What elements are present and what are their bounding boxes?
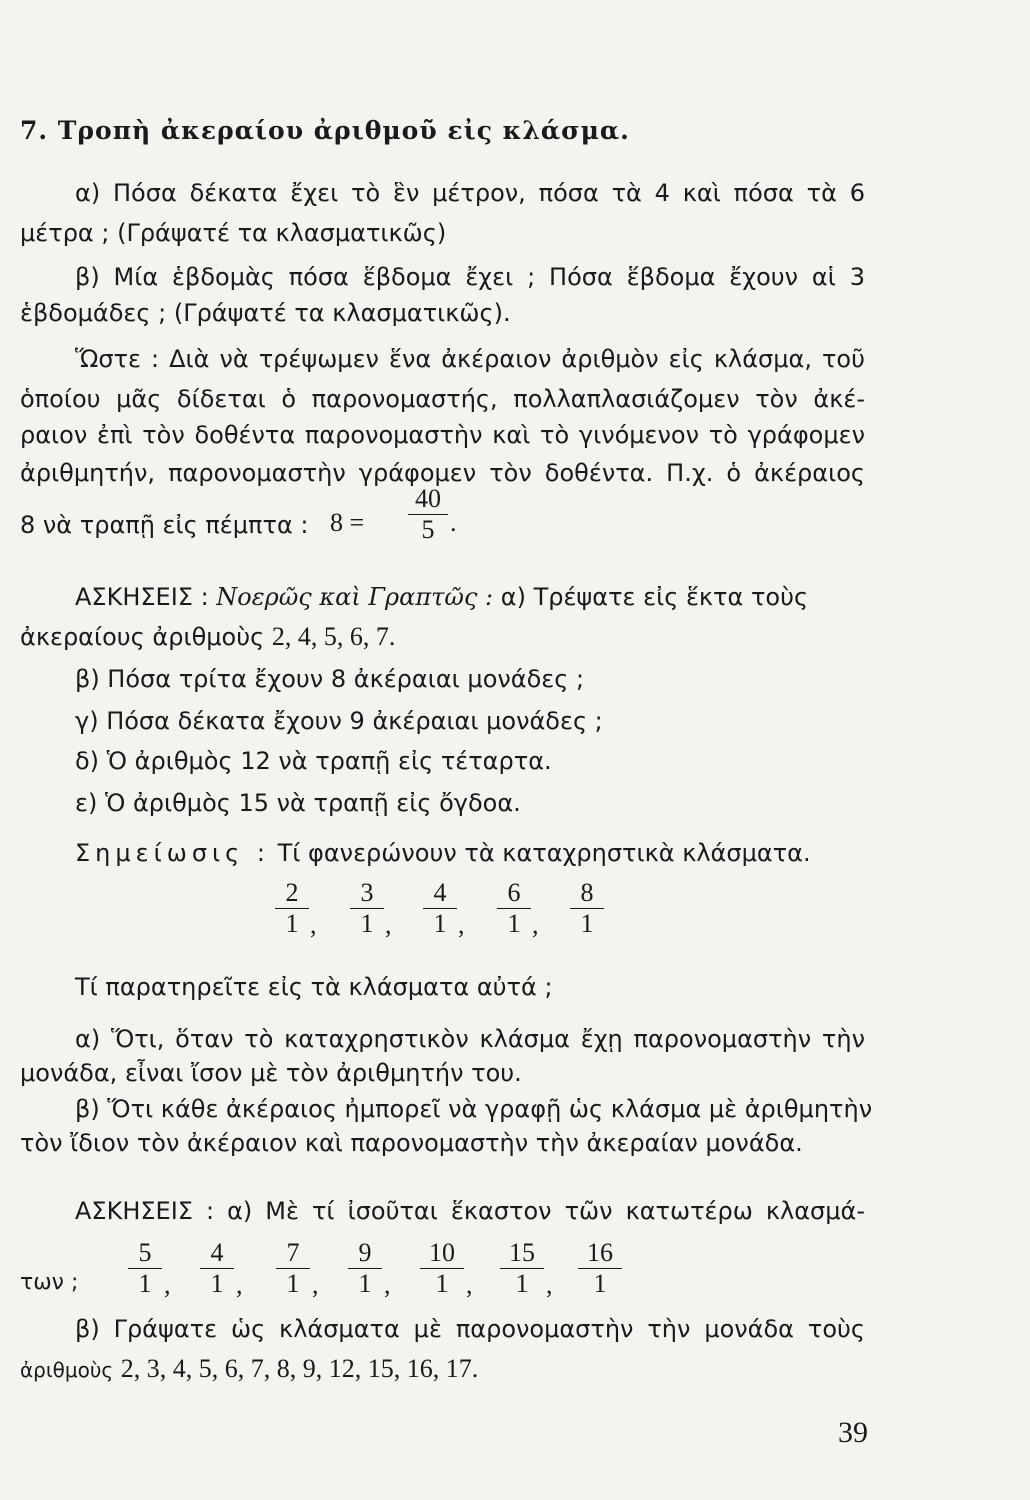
fraction-separator: ,	[532, 910, 539, 939]
fraction-denominator: 1	[507, 909, 521, 938]
fraction-denominator: 1	[435, 1269, 449, 1298]
exercises2-b-line2	[20, 1354, 865, 1385]
exercises1-d: δ) Ὁ ἀριθμὸς 12 νὰ τραπῇ εἰς τέταρτα.	[75, 747, 552, 775]
fraction-numerator: 2	[275, 878, 309, 909]
fraction-denominator: 1	[358, 1269, 372, 1298]
rule-line4: ἀριθμητήν, παρονομαστὴν γράφομεν τὸν δοθέντα. Π.χ. ὁ ἀκέραιος	[20, 459, 865, 487]
fraction-numerator: 15	[500, 1238, 544, 1269]
rule-line2: ὁποίου μᾶς δίδεται ὁ παρονομαστής, πολλαπλασιάζομεν τὸν ἀκέ-	[20, 385, 865, 413]
exercise-fraction	[578, 1238, 622, 1299]
exercise-fraction	[276, 1238, 310, 1299]
fraction-separator: ,	[546, 1270, 553, 1299]
note-fraction	[497, 878, 531, 939]
fraction-denominator: 1	[285, 909, 299, 938]
fraction-separator: ,	[310, 910, 317, 939]
fraction-numerator: 16	[578, 1238, 622, 1269]
fraction-denominator: 1	[138, 1269, 152, 1298]
note-fraction	[350, 878, 384, 939]
fraction-separator: ,	[236, 1270, 243, 1299]
rule-example-end: .	[450, 508, 457, 537]
note-a-line1: α) Ὅτι, ὅταν τὸ καταχρηστικὸν κλάσμα ἔχῃ παρονομαστὴν τὴν	[75, 1025, 865, 1053]
rule-example-fraction	[408, 484, 448, 545]
exercises1-b: β) Πόσα τρίτα ἔχουν 8 ἀκέραιαι μονάδες ;	[75, 665, 585, 693]
question-a-line1: α) Πόσα δέκατα ἔχει τὸ ἓν μέτρον, πόσα τὰ 4 καὶ πόσα τὰ 6	[75, 179, 865, 207]
exercises1-e: ε) Ὁ ἀριθμὸς 15 νὰ τραπῇ εἰς ὄγδοα.	[75, 789, 521, 817]
exercises1-a-line2-nums: 2, 4, 5, 6, 7.	[271, 622, 396, 651]
fraction-separator: ,	[466, 1270, 473, 1299]
note-fraction	[423, 878, 457, 939]
note-line	[75, 838, 865, 868]
fraction-numerator: 6	[497, 878, 531, 909]
fraction-separator: ,	[164, 1270, 171, 1299]
section-title: 7. Τροπὴ ἀκεραίου ἀριθμοῦ εἰς κλάσμα.	[20, 116, 630, 145]
fraction-denominator: 1	[580, 909, 594, 938]
exercises2-b-line2-text: ἀριθμοὺς	[20, 1358, 114, 1382]
rule-example-lhs: 8 =	[330, 508, 365, 537]
exercise-fraction	[420, 1238, 464, 1299]
fraction-denominator: 5	[421, 515, 435, 544]
exercises1-a-line1: α) Τρέψατε εἰς ἕκτα τοὺς	[500, 583, 809, 611]
exercise-fraction	[200, 1238, 234, 1299]
fraction-denominator: 1	[593, 1269, 607, 1298]
question-b-line1: β) Μία ἑβδομὰς πόσα ἕβδομα ἔχει ; Πόσα ἕβδομα ἔχουν αἱ 3	[75, 263, 865, 291]
fraction-numerator: 10	[420, 1238, 464, 1269]
fraction-denominator: 1	[210, 1269, 224, 1298]
fraction-separator: ,	[312, 1270, 319, 1299]
exercise-fraction	[128, 1238, 162, 1299]
rule-example-text: 8 νὰ τραπῇ εἰς πέμπτα :	[20, 511, 309, 539]
note-b-line2: τὸν ἴδιον τὸν ἀκέραιον καὶ παρονομαστὴν τὴν ἀκεραίαν μονάδα.	[20, 1129, 803, 1157]
exercises2-line1: ΑΣΚΗΣΕΙΣ : α) Μὲ τί ἰσοῦται ἕκαστον τῶν κατωτέρω κλασμά-	[75, 1197, 865, 1225]
question-b-line2: ἑβδομάδες ; (Γράψατέ τα κλασματικῶς).	[20, 299, 511, 327]
question-a-line2: μέτρα ; (Γράψατέ τα κλασματικῶς)	[20, 219, 447, 247]
fraction-numerator: 7	[276, 1238, 310, 1269]
exercise-fraction	[348, 1238, 382, 1299]
note-text: Τί φανερώνουν τὰ καταχρηστικὰ κλάσματα.	[277, 839, 811, 867]
exercises1-mode: Νοερῶς καὶ Γραπτῶς :	[216, 583, 494, 611]
fraction-numerator: 3	[350, 878, 384, 909]
fraction-numerator: 40	[408, 484, 448, 515]
exercises2-b-line1: β) Γράψατε ὡς κλάσματα μὲ παρονομαστὴν τὴν μονάδα τοὺς	[75, 1315, 865, 1343]
note-a-line2: μονάδα, εἶναι ἴσον μὲ τὸν ἀριθμητήν του.	[20, 1059, 522, 1087]
page-number: 39	[838, 1416, 868, 1449]
fraction-numerator: 4	[423, 878, 457, 909]
exercises1-a-line2	[20, 622, 865, 652]
fraction-separator: ,	[458, 910, 465, 939]
fraction-numerator: 5	[128, 1238, 162, 1269]
note-fraction	[275, 878, 309, 939]
fraction-numerator: 9	[348, 1238, 382, 1269]
fraction-separator: ,	[384, 1270, 391, 1299]
fraction-denominator: 1	[360, 909, 374, 938]
exercises2-b-line2-nums: 2, 3, 4, 5, 6, 7, 8, 9, 12, 15, 16, 17.	[120, 1354, 479, 1383]
rule-line3: ραιον ἐπὶ τὸν δοθέντα παρονομαστὴν καὶ τὸ γινόμενον τὸ γράφομεν	[20, 421, 865, 449]
fraction-denominator: 1	[515, 1269, 529, 1298]
fraction-denominator: 1	[433, 909, 447, 938]
note-b-line1: β) Ὅτι κάθε ἀκέραιος ἠμπορεῖ νὰ γραφῇ ὡς κλάσμα μὲ ἀριθμητὴν	[75, 1095, 873, 1123]
exercise-fraction	[500, 1238, 544, 1299]
fraction-numerator: 4	[200, 1238, 234, 1269]
fraction-denominator: 1	[286, 1269, 300, 1298]
fraction-numerator: 8	[570, 878, 604, 909]
note-question: Τί παρατηρεῖτε εἰς τὰ κλάσματα αὐτά ;	[75, 973, 553, 1001]
exercises1-head: ΑΣΚΗΣΕΙΣ :	[75, 583, 209, 611]
exercises2-line2-start: των ;	[20, 1270, 79, 1295]
exercises1-g: γ) Πόσα δέκατα ἔχουν 9 ἀκέραιαι μονάδες ;	[75, 707, 603, 735]
note-head: Σημείωσις :	[75, 839, 270, 867]
exercises1-a-line2-text: ἀκεραίους ἀριθμοὺς	[20, 623, 265, 651]
fraction-separator: ,	[385, 910, 392, 939]
note-fraction	[570, 878, 604, 939]
rule-line1: Ὥστε : Διὰ νὰ τρέψωμεν ἕνα ἀκέραιον ἀριθμὸν εἰς κλάσμα, τοῦ	[75, 345, 865, 373]
exercises1-line1	[75, 582, 865, 612]
